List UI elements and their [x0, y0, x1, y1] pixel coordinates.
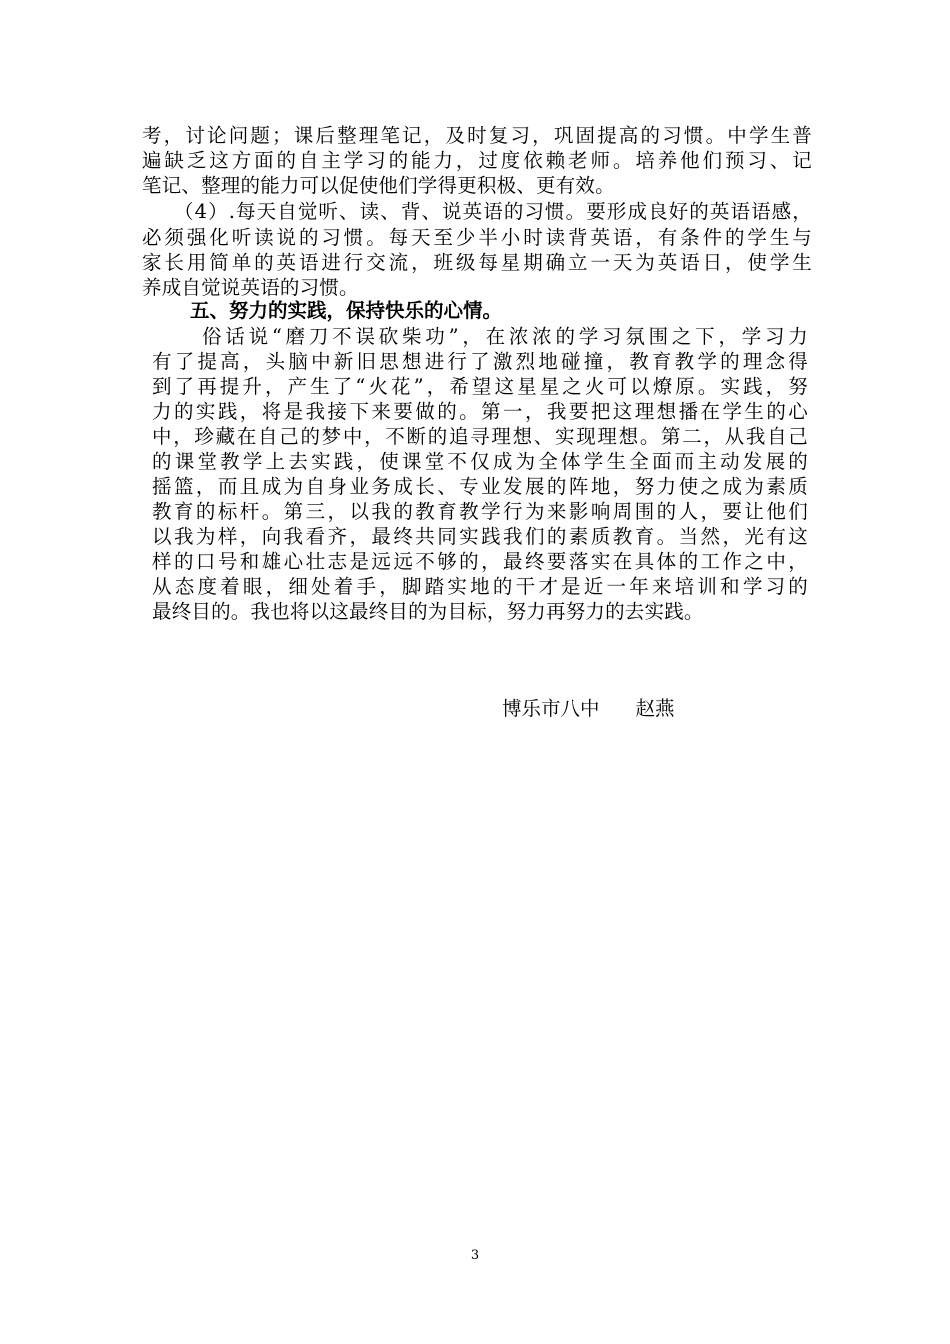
paragraph-3-line-9: 以我为样，向我看齐，最终共同实践我们的素质教育。当然，光有这	[152, 525, 808, 548]
paragraph-3-line-3: 到了再提升，产生了“火花”，希望这星星之火可以燎原。实践，努	[152, 375, 808, 398]
paragraph-3-line-11: 从态度着眼，细处着手，脚踏实地的干才是近一年来培训和学习的	[152, 575, 808, 598]
paragraph-3-line-1: 俗话说“磨刀不误砍柴功”，在浓浓的学习氛围之下，学习力	[202, 325, 808, 348]
paragraph-3-line-5: 中，珍藏在自己的梦中，不断的追寻理想、实现理想。第二，从我自己	[152, 425, 808, 448]
paragraph-3-line-4: 力的实践，将是我接下来要做的。第一，我要把这理想播在学生的心	[152, 400, 808, 423]
paragraph-2-line-3: 家长用简单的英语进行交流，班级每星期确立一天为英语日，使学生	[142, 251, 812, 274]
paragraph-3-line-10: 样的口号和雄心壮志是远远不够的，最终要落实在具体的工作之中，	[152, 550, 808, 573]
paragraph-2-line-1: （4）.每天自觉听、读、背、说英语的习惯。要形成良好的英语语感，	[174, 200, 812, 223]
paragraph-3-line-6: 的课堂教学上去实践，使课堂不仅成为全体学生全面而主动发展的	[152, 450, 808, 473]
signature	[502, 697, 675, 721]
signature-name: 赵燕	[635, 697, 675, 720]
paragraph-1-line-3: 笔记、整理的能力可以促使他们学得更积极、更有效。	[142, 174, 615, 197]
paragraph-2-line-2: 必须强化听读说的习惯。每天至少半小时读背英语，有条件的学生与	[142, 226, 812, 249]
paragraph-1-line-1: 考，讨论问题；课后整理笔记，及时复习，巩固提高的习惯。中学生普	[142, 124, 812, 147]
paragraph-3-line-7: 摇篮，而且成为自身业务成长、专业发展的阵地，努力使之成为素质	[152, 475, 808, 498]
signature-school: 博乐市八中	[502, 697, 600, 720]
section-heading: 五、努力的实践，保持快乐的心情。	[190, 299, 503, 322]
page-number: 3	[470, 1248, 480, 1263]
paragraph-2-line-4: 养成自觉说英语的习惯。	[142, 276, 359, 299]
paragraph-3-line-8: 教育的标杆。第三，以我的教育教学行为来影响周围的人，要让他们	[152, 500, 808, 523]
paragraph-3-line-2: 有了提高，头脑中新旧思想进行了激烈地碰撞，教育教学的理念得	[152, 350, 808, 373]
paragraph-1-line-2: 遍缺乏这方面的自主学习的能力，过度依赖老师。培养他们预习、记	[142, 149, 812, 172]
paragraph-3-line-12: 最终目的。我也将以这最终目的为目标，努力再努力的去实践。	[152, 600, 704, 623]
